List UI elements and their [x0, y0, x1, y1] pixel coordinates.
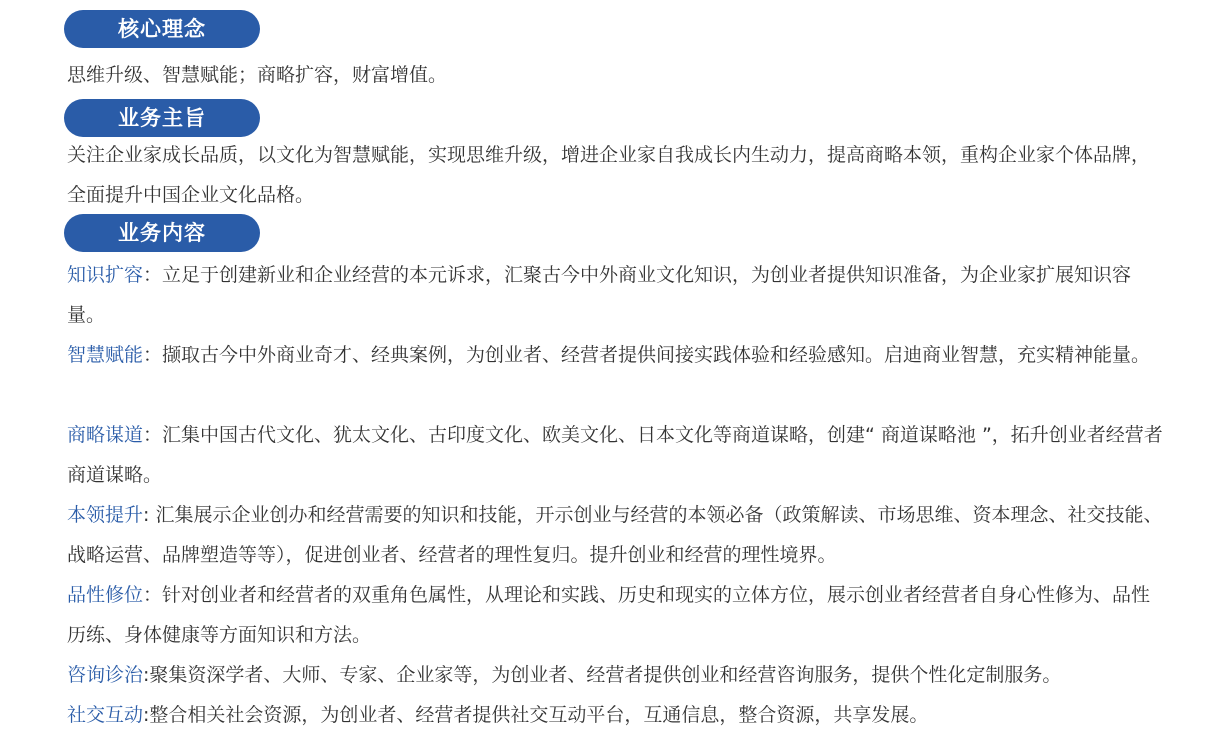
content-item-consulting	[67, 655, 1167, 695]
content-item-strategy	[67, 415, 1167, 495]
content-item-term: 咨询诊治	[67, 664, 144, 686]
section-title-content: 业务内容	[64, 214, 260, 252]
content-item-text: ：针对创业者和经营者的双重角色属性，从理论和实践、历史和现实的立体方位，展示创业者经营者自身心性修为、品性历练、身体健康等方面知识和方法。	[67, 584, 1151, 646]
content-item-term: 智慧赋能	[67, 344, 144, 366]
content-item-term: 品性修位	[67, 584, 144, 606]
content-item-text: ：立足于创建新业和企业经营的本元诉求，汇聚古今中外商业文化知识，为创业者提供知识准备，为企业家扩展知识容量。	[67, 264, 1132, 326]
core-text: 思维升级、智慧赋能；商略扩容，财富增值。	[67, 64, 448, 86]
content-item-wisdom	[67, 335, 1167, 375]
content-item-term: 社交互动	[67, 704, 144, 726]
section-title-core: 核心理念	[64, 10, 260, 48]
section-title-purpose: 业务主旨	[64, 99, 260, 137]
content-item-text: :聚集资深学者、大师、专家、企业家等，为创业者、经营者提供创业和经营咨询服务，提供个性化定制服务。	[143, 664, 1062, 686]
content-item-term: 知识扩容	[67, 264, 144, 286]
purpose-text: 关注企业家成长品质，以文化为智慧赋能，实现思维升级，增进企业家自我成长内生动力，提高商略本领，重构企业家个体品牌，全面提升中国企业文化品格。	[67, 144, 1151, 206]
content-item-text: :整合相关社会资源，为创业者、经营者提供社交互动平台，互通信息，整合资源，共享发展。	[143, 704, 929, 726]
content-item-text: ：汇集中国古代文化、犹太文化、古印度文化、欧美文化、日本文化等商道谋略，创建“ 商道谋略池 ”，拓升创业者经营者商道谋略。	[67, 424, 1163, 486]
content-item-character	[67, 575, 1167, 655]
content-item-knowledge	[67, 255, 1167, 335]
content-item-skills	[67, 495, 1167, 575]
content-item-text: ：撷取古今中外商业奇才、经典案例，为创业者、经营者提供间接实践体验和经验感知。启迪商业智慧，充实精神能量。	[143, 344, 1151, 366]
content-item-term: 商略谋道	[67, 424, 144, 446]
content-item-term: 本领提升	[67, 504, 144, 526]
content-item-social	[67, 695, 1167, 735]
content-item-text: : 汇集展示企业创办和经营需要的知识和技能，开示创业与经营的本领必备（政策解读、市场思维、资本理念、社交技能、战略运营、品牌塑造等等），促进创业者、经营者的理性复归。提升创业和经营的理性境界。	[67, 504, 1163, 566]
